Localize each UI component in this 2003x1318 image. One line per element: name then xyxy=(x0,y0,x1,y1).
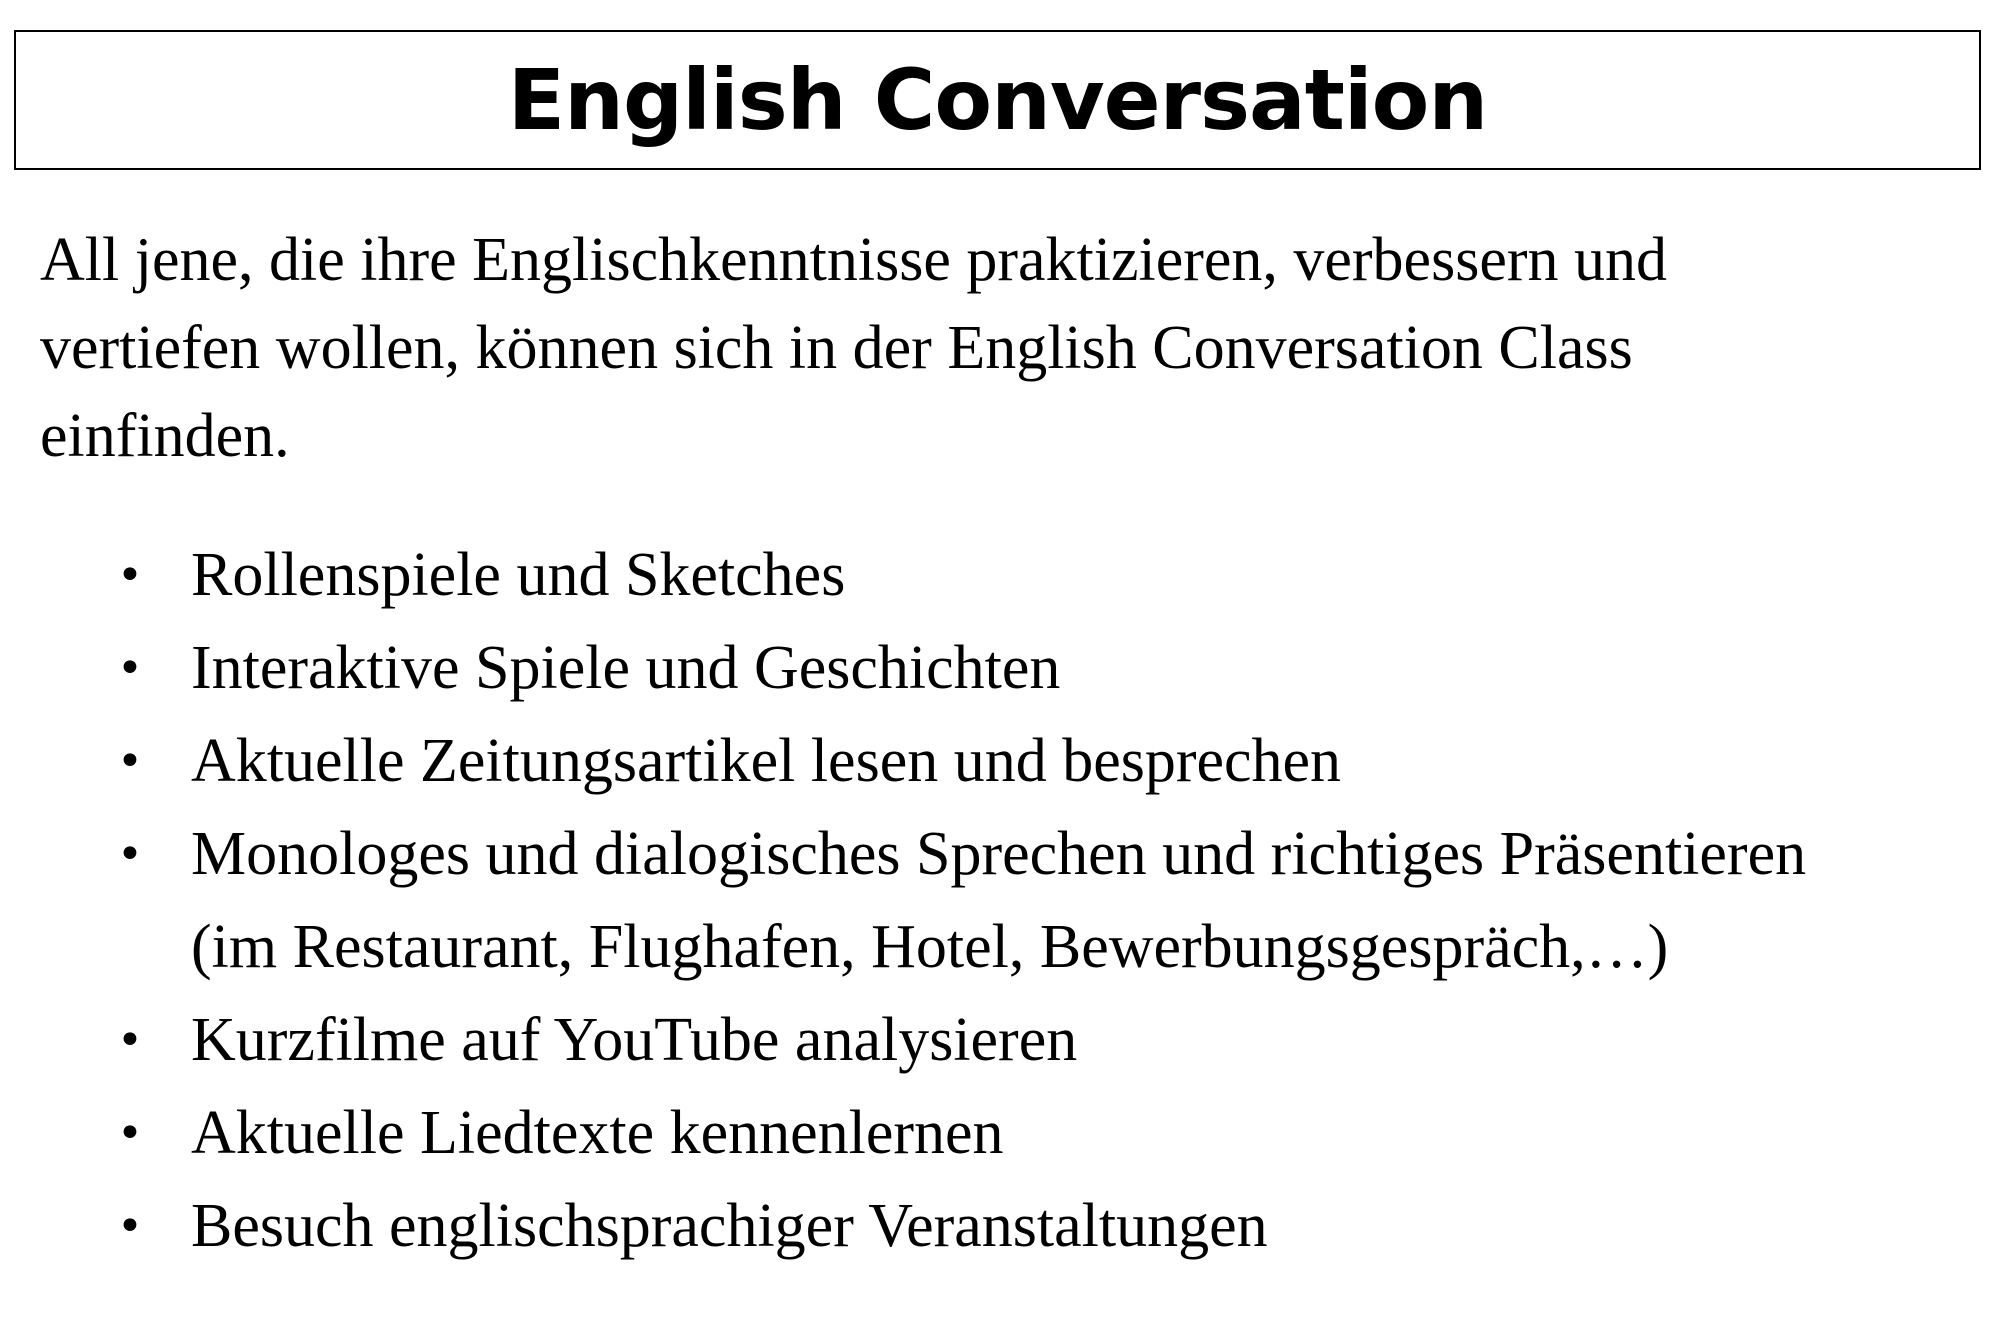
list-item-text: Monologes und dialogisches Sprechen und richtiges Präsentieren xyxy=(191,820,1807,888)
list-item-text: Besuch englischsprachiger Veranstaltungen xyxy=(191,1192,1268,1260)
list-item xyxy=(0,994,2003,1087)
bullet-icon: • xyxy=(117,736,143,787)
list-item-text: Aktuelle Liedtexte kennenlernen xyxy=(191,1099,1004,1167)
list-item xyxy=(0,529,2003,622)
list-item-text: Kurzfilme auf YouTube analysieren xyxy=(191,1006,1078,1074)
bullet-icon: • xyxy=(117,643,143,694)
bullet-icon: • xyxy=(117,1108,143,1159)
intro-line: einfinden. xyxy=(40,402,290,470)
list-item-text: Aktuelle Zeitungsartikel lesen und besprechen xyxy=(191,727,1342,795)
title-box xyxy=(14,30,1981,170)
bullet-icon: • xyxy=(117,550,143,601)
list-item-text-continuation: (im Restaurant, Flughafen, Hotel, Bewerbungsgespräch,…) xyxy=(191,913,1669,981)
list-item-text: Interaktive Spiele und Geschichten xyxy=(191,634,1061,702)
list-item xyxy=(0,622,2003,715)
list-item xyxy=(0,808,2003,994)
activity-list xyxy=(0,529,2003,1273)
list-item xyxy=(0,715,2003,808)
list-item xyxy=(0,1180,2003,1273)
intro-line: vertiefen wollen, können sich in der English Conversation Class xyxy=(40,314,1633,382)
list-item-text: Rollenspiele und Sketches xyxy=(191,541,846,609)
bullet-icon: • xyxy=(117,829,143,880)
list-item xyxy=(0,1087,2003,1180)
intro-line: All jene, die ihre Englischkenntnisse praktizieren, verbessern und xyxy=(40,226,1667,294)
bullet-icon: • xyxy=(117,1015,143,1066)
intro-paragraph xyxy=(40,216,1940,480)
bullet-icon: • xyxy=(117,1201,143,1252)
page-title: English Conversation xyxy=(507,51,1488,149)
